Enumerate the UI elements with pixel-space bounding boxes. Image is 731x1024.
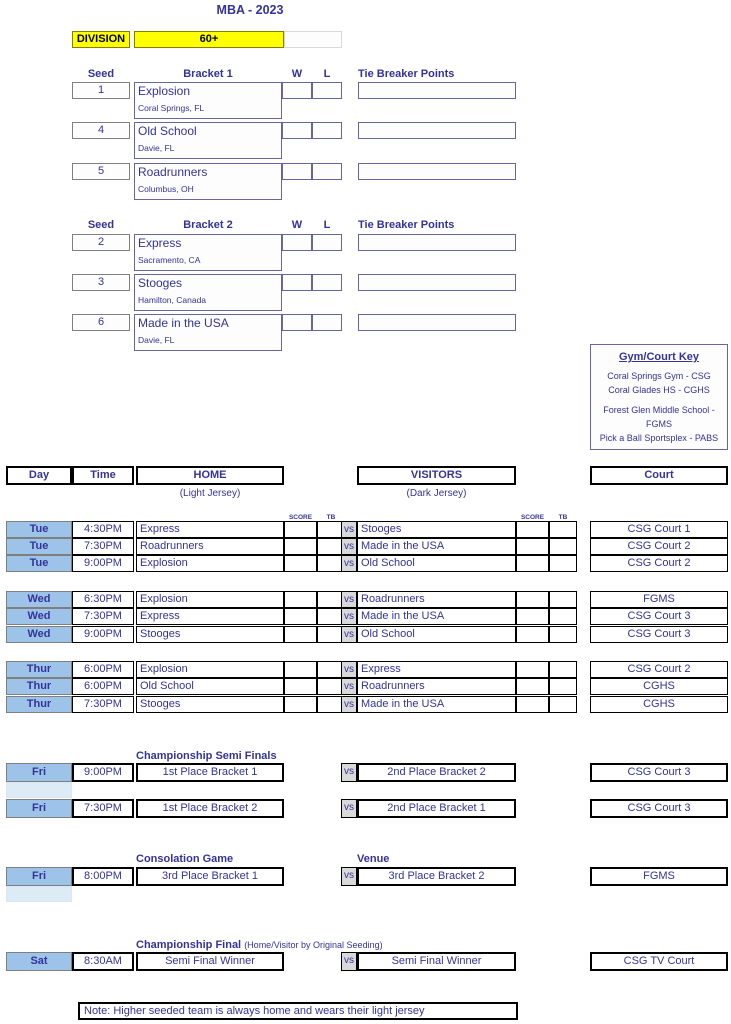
game-visitor-cell[interactable]: Old School: [357, 555, 516, 572]
tiebreaker-points-box[interactable]: [358, 234, 516, 251]
visitor-score-input[interactable]: [516, 661, 549, 678]
team-name: Stooges: [138, 276, 183, 290]
footer-note: Note: Higher seeded team is always home and wears their light jersey: [78, 1002, 518, 1020]
game-day-cell: Thur: [6, 661, 72, 678]
team-name: Roadrunners: [138, 165, 208, 179]
visitor-tb-input[interactable]: [549, 591, 577, 608]
game-home-cell[interactable]: Stooges: [136, 696, 284, 713]
semifinal-home-cell[interactable]: 1st Place Bracket 1: [136, 763, 284, 782]
gym-key-line: Pick a Ball Sportsplex - PABS: [599, 433, 719, 443]
game-court-cell[interactable]: CSG Court 3: [590, 608, 728, 625]
tiebreaker-points-box[interactable]: [358, 122, 516, 139]
game-home-cell[interactable]: Express: [136, 608, 284, 625]
final-title-row: [136, 938, 496, 952]
visitor-tb-input[interactable]: [549, 521, 577, 538]
page-title: MBA - 2023: [216, 3, 284, 17]
visitor-tb-input[interactable]: [549, 626, 577, 643]
team-name: Made in the USA: [138, 316, 229, 330]
team-city: Sacramento, CA: [138, 255, 201, 265]
home-score-input[interactable]: [284, 661, 317, 678]
team-city: Davie, FL: [138, 335, 175, 345]
visitor-score-input[interactable]: [516, 678, 549, 695]
vs-label: vs: [341, 538, 357, 555]
game-day-cell: Thur: [6, 678, 72, 695]
bracket1-w-header: W: [291, 68, 303, 80]
semifinal-time-cell[interactable]: 9:00PM: [72, 763, 134, 782]
vs-label: vs: [341, 952, 357, 971]
seed-box[interactable]: 3: [72, 274, 130, 291]
visitor-score-input[interactable]: [516, 626, 549, 643]
division-value[interactable]: 60+: [134, 31, 284, 48]
final-title: Championship Final: [136, 939, 242, 951]
vs-label: vs: [341, 591, 357, 608]
game-visitor-cell[interactable]: Roadrunners: [357, 678, 516, 695]
wins-box[interactable]: [282, 234, 312, 251]
vs-label: vs: [341, 626, 357, 643]
schedule-header-court: Court: [590, 466, 728, 485]
schedule-header-home: HOME: [136, 466, 284, 485]
bracket1-l-header: L: [323, 68, 331, 80]
visitor-score-input[interactable]: [516, 555, 549, 572]
team-box[interactable]: [134, 122, 282, 159]
visitors-jersey-note: (Dark Jersey): [406, 488, 467, 499]
vs-label: vs: [341, 521, 357, 538]
losses-box[interactable]: [312, 234, 342, 251]
final-time-cell[interactable]: 8:30AM: [72, 952, 134, 971]
consolation-time-cell[interactable]: 8:00PM: [72, 867, 134, 886]
tiebreaker-points-box[interactable]: [358, 163, 516, 180]
vs-label: vs: [341, 661, 357, 678]
seed-box[interactable]: 6: [72, 314, 130, 331]
game-visitor-cell[interactable]: Made in the USA: [357, 538, 516, 555]
team-box[interactable]: [134, 163, 282, 200]
schedule-header-time: Time: [72, 466, 134, 485]
game-time-cell[interactable]: 9:00PM: [72, 555, 134, 572]
consolation-day-cell: Fri: [6, 867, 72, 886]
team-name: Express: [138, 236, 182, 250]
visitor-tb-input[interactable]: [549, 678, 577, 695]
final-court-cell[interactable]: CSG TV Court: [590, 952, 728, 971]
final-home-cell[interactable]: Semi Final Winner: [136, 952, 284, 971]
semifinal-time-cell[interactable]: 7:30PM: [72, 799, 134, 818]
home-score-input[interactable]: [284, 608, 317, 625]
game-home-cell[interactable]: Express: [136, 521, 284, 538]
bracket2-name-header: Bracket 2: [183, 219, 233, 231]
team-city: Coral Springs, FL: [138, 103, 205, 113]
game-time-cell[interactable]: 4:30PM: [72, 521, 134, 538]
wins-box[interactable]: [282, 163, 312, 180]
game-home-cell[interactable]: Stooges: [136, 626, 284, 643]
game-visitor-cell[interactable]: Express: [357, 661, 516, 678]
game-day-cell: Wed: [6, 591, 72, 608]
home-score-input[interactable]: [284, 521, 317, 538]
home-score-input[interactable]: [284, 678, 317, 695]
losses-box[interactable]: [312, 82, 342, 99]
semifinal-court-cell[interactable]: CSG Court 3: [590, 763, 728, 782]
gym-court-key-title: Gym/Court Key: [618, 351, 700, 363]
visitor-tb-label: TB: [558, 514, 568, 521]
final-day-cell: Sat: [6, 952, 72, 971]
consolation-court-cell[interactable]: FGMS: [590, 867, 728, 886]
vs-label: vs: [341, 867, 357, 886]
team-city: Hamilton, Canada: [138, 295, 207, 305]
consolation-visitor-cell[interactable]: 3rd Place Bracket 2: [357, 867, 516, 886]
division-blank-cell: [284, 31, 342, 48]
home-score-input[interactable]: [284, 591, 317, 608]
seed-box[interactable]: 1: [72, 82, 130, 99]
semifinal-visitor-cell[interactable]: 2nd Place Bracket 2: [357, 763, 516, 782]
division-label: DIVISION: [72, 31, 130, 48]
consolation-title: Consolation Game: [136, 853, 234, 865]
game-court-cell[interactable]: CSG Court 3: [590, 626, 728, 643]
home-tb-label: TB: [326, 514, 336, 521]
game-time-cell[interactable]: 9:00PM: [72, 626, 134, 643]
visitor-tb-input[interactable]: [549, 538, 577, 555]
game-home-cell[interactable]: Old School: [136, 678, 284, 695]
schedule-header-day: Day: [6, 466, 72, 485]
vs-label: vs: [341, 763, 357, 782]
visitor-score-input[interactable]: [516, 696, 549, 713]
game-court-cell[interactable]: CSG Court 2: [590, 555, 728, 572]
game-court-cell[interactable]: CGHS: [590, 678, 728, 695]
team-name: Explosion: [138, 84, 191, 98]
tiebreaker-points-box[interactable]: [358, 314, 516, 331]
game-day-cell: Tue: [6, 555, 72, 572]
visitor-score-label: SCORE: [520, 514, 545, 521]
game-day-cell: Tue: [6, 538, 72, 555]
game-visitor-cell[interactable]: Old School: [357, 626, 516, 643]
bracket1-seed-header: Seed: [87, 68, 115, 80]
vs-label: vs: [341, 696, 357, 713]
team-name: Old School: [138, 124, 197, 138]
semifinals-title: Championship Semi Finals: [136, 750, 277, 762]
game-day-cell: Wed: [6, 626, 72, 643]
seed-box[interactable]: 2: [72, 234, 130, 251]
semifinal-visitor-cell[interactable]: 2nd Place Bracket 1: [357, 799, 516, 818]
game-time-cell[interactable]: 6:30PM: [72, 591, 134, 608]
game-court-cell[interactable]: FGMS: [590, 591, 728, 608]
game-court-cell[interactable]: CSG Court 2: [590, 661, 728, 678]
consolation-spacer-day-cell: [6, 886, 72, 902]
vs-label: vs: [341, 678, 357, 695]
consolation-venue-label: Venue: [357, 853, 390, 865]
final-subtitle: (Home/Visitor by Original Seeding): [244, 940, 383, 950]
seed-box[interactable]: 4: [72, 122, 130, 139]
team-box[interactable]: [134, 234, 282, 271]
visitor-tb-input[interactable]: [549, 696, 577, 713]
bracket2-seed-header: Seed: [87, 219, 115, 231]
semifinal-day-cell: Fri: [6, 799, 72, 818]
game-visitor-cell[interactable]: Roadrunners: [357, 591, 516, 608]
semifinal-court-cell[interactable]: CSG Court 3: [590, 799, 728, 818]
visitor-score-input[interactable]: [516, 608, 549, 625]
schedule-header-visitors: VISITORS: [357, 466, 516, 485]
vs-label: vs: [341, 555, 357, 572]
gym-key-line: Coral Springs Gym - CSG: [607, 371, 711, 381]
game-court-cell[interactable]: CSG Court 2: [590, 538, 728, 555]
home-score-input[interactable]: [284, 696, 317, 713]
final-visitor-cell[interactable]: Semi Final Winner: [357, 952, 516, 971]
gym-key-line: Coral Glades HS - CGHS: [608, 385, 710, 395]
game-court-cell[interactable]: CGHS: [590, 696, 728, 713]
losses-box[interactable]: [312, 274, 342, 291]
game-time-cell[interactable]: 7:30PM: [72, 696, 134, 713]
vs-label: vs: [341, 799, 357, 818]
seed-box[interactable]: 5: [72, 163, 130, 180]
game-time-cell[interactable]: 7:30PM: [72, 608, 134, 625]
home-score-label: SCORE: [288, 514, 313, 521]
visitor-tb-input[interactable]: [549, 608, 577, 625]
bracket2-l-header: L: [323, 219, 331, 231]
home-jersey-note: (Light Jersey): [179, 488, 241, 499]
game-visitor-cell[interactable]: Stooges: [357, 521, 516, 538]
visitor-score-input[interactable]: [516, 538, 549, 555]
game-home-cell[interactable]: Explosion: [136, 555, 284, 572]
game-home-cell[interactable]: Roadrunners: [136, 538, 284, 555]
consolation-home-cell[interactable]: 3rd Place Bracket 1: [136, 867, 284, 886]
gym-court-key: [590, 344, 728, 450]
game-time-cell[interactable]: 6:00PM: [72, 678, 134, 695]
semifinal-spacer-day-cell: [6, 782, 72, 798]
team-city: Columbus, OH: [138, 184, 194, 194]
team-box[interactable]: [134, 314, 282, 351]
gym-key-line: Forest Glen Middle School - FGMS: [603, 405, 715, 429]
team-city: Davie, FL: [138, 143, 175, 153]
losses-box[interactable]: [312, 314, 342, 331]
game-home-cell[interactable]: Explosion: [136, 661, 284, 678]
visitor-tb-input[interactable]: [549, 661, 577, 678]
bracket1-tiebreaker-header: Tie Breaker Points: [358, 68, 455, 80]
game-court-cell[interactable]: CSG Court 1: [590, 521, 728, 538]
game-day-cell: Thur: [6, 696, 72, 713]
game-time-cell[interactable]: 6:00PM: [72, 661, 134, 678]
semifinal-home-cell[interactable]: 1st Place Bracket 2: [136, 799, 284, 818]
wins-box[interactable]: [282, 274, 312, 291]
losses-box[interactable]: [312, 163, 342, 180]
visitor-tb-input[interactable]: [549, 555, 577, 572]
game-time-cell[interactable]: 7:30PM: [72, 538, 134, 555]
vs-label: vs: [341, 608, 357, 625]
game-day-cell: Tue: [6, 521, 72, 538]
team-box[interactable]: [134, 82, 282, 119]
home-score-input[interactable]: [284, 555, 317, 572]
game-home-cell[interactable]: Explosion: [136, 591, 284, 608]
tiebreaker-points-box[interactable]: [358, 274, 516, 291]
game-day-cell: Wed: [6, 608, 72, 625]
visitor-score-input[interactable]: [516, 591, 549, 608]
wins-box[interactable]: [282, 314, 312, 331]
wins-box[interactable]: [282, 122, 312, 139]
bracket2-w-header: W: [291, 219, 303, 231]
bracket1-name-header: Bracket 1: [183, 68, 233, 80]
team-box[interactable]: [134, 274, 282, 311]
game-visitor-cell[interactable]: Made in the USA: [357, 696, 516, 713]
semifinal-day-cell: Fri: [6, 763, 72, 782]
home-score-input[interactable]: [284, 626, 317, 643]
visitor-score-input[interactable]: [516, 521, 549, 538]
wins-box[interactable]: [282, 82, 312, 99]
home-score-input[interactable]: [284, 538, 317, 555]
tiebreaker-points-box[interactable]: [358, 82, 516, 99]
losses-box[interactable]: [312, 122, 342, 139]
game-visitor-cell[interactable]: Made in the USA: [357, 608, 516, 625]
bracket2-tiebreaker-header: Tie Breaker Points: [358, 219, 455, 231]
